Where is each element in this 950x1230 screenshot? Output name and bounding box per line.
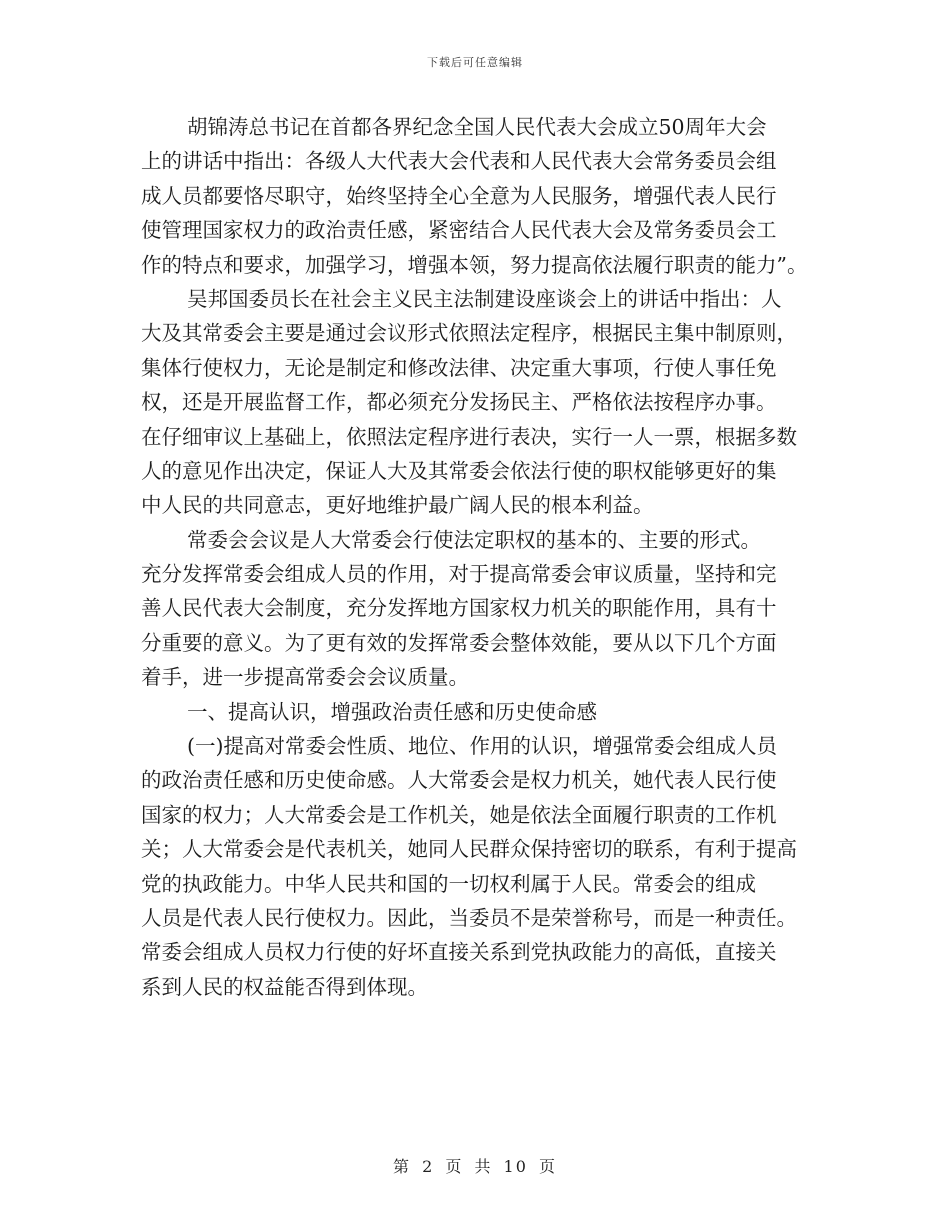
text-line: 一、提高认识，增强政治责任感和历史使命感 <box>187 699 597 724</box>
text-line: 使管理国家权力的政治责任感，紧密结合人民代表大会及常务委员会工 <box>141 218 777 243</box>
text-line: 分重要的意义。为了更有效的发挥常委会整体效能，要从以下几个方面 <box>141 630 777 655</box>
text-line: 中人民的共同意志，更好地维护最广阔人民的根本利益。 <box>141 493 654 518</box>
text-line: 充分发挥常委会组成人员的作用，对于提高常委会审议质量，坚持和完 <box>141 562 777 587</box>
page-header: 下载后可任意编辑 <box>427 56 523 69</box>
text-line: 善人民代表大会制度，充分发挥地方国家权力机关的职能作用，具有十 <box>141 596 777 621</box>
text-line: 吴邦国委员长在社会主义民主法制建设座谈会上的讲话中指出：人 <box>187 286 782 311</box>
text-line: 党的执政能力。中华人民共和国的一切权利属于人民。常委会的组成 <box>141 871 756 896</box>
text-line: 关；人大常委会是代表机关，她同人民群众保持密切的联系，有利于提高 <box>141 837 797 862</box>
text-line: 成人员都要恪尽职守，始终坚持全心全意为人民服务，增强代表人民行 <box>141 183 777 208</box>
text-line: 系到人民的权益能否得到体现。 <box>141 974 428 999</box>
document-body <box>141 110 811 1004</box>
text-line: 国家的权力；人大常委会是工作机关，她是依法全面履行职责的工作机 <box>141 802 777 827</box>
text-line: 大及其常委会主要是通过会议形式依照法定程序，根据民主集中制原则， <box>141 321 797 346</box>
text-line: 常委会会议是人大常委会行使法定职权的基本的、主要的形式。 <box>187 527 761 552</box>
text-line: 权，还是开展监督工作，都必须充分发扬民主、严格依法按程序办事。 <box>141 390 777 415</box>
text-line: 人的意见作出决定，保证人大及其常委会依法行使的职权能够更好的集 <box>141 458 777 483</box>
text-line: 的政治责任感和历史使命感。人大常委会是权力机关，她代表人民行使 <box>141 768 777 793</box>
text-line: 上的讲话中指出：各级人大代表大会代表和人民代表大会常务委员会组 <box>141 149 777 174</box>
text-line: 胡锦涛总书记在首都各界纪念全国人民代表大会成立50周年大会 <box>187 115 767 139</box>
text-line: 在仔细审议上基础上，依照法定程序进行表决，实行一人一票，根据多数 <box>141 424 797 449</box>
text-line: 人员是代表人民行使权力。因此，当委员不是荣誉称号，而是一种责任。 <box>141 905 797 930</box>
text-line: (一)提高对常委会性质、地位、作用的认识，增强常委会组成人员 <box>187 734 777 759</box>
page-number-footer: 第 2 页 共 10 页 <box>393 1157 557 1176</box>
text-line: 集体行使权力，无论是制定和修改法律、决定重大事项，行使人事任免 <box>141 355 777 380</box>
text-line: 常委会组成人员权力行使的好坏直接关系到党执政能力的高低，直接关 <box>141 940 777 965</box>
text-line: 作的特点和要求，加强学习，增强本领，努力提高依法履行职责的能力”。 <box>141 252 808 277</box>
text-line: 着手，进一步提高常委会会议质量。 <box>141 665 469 690</box>
